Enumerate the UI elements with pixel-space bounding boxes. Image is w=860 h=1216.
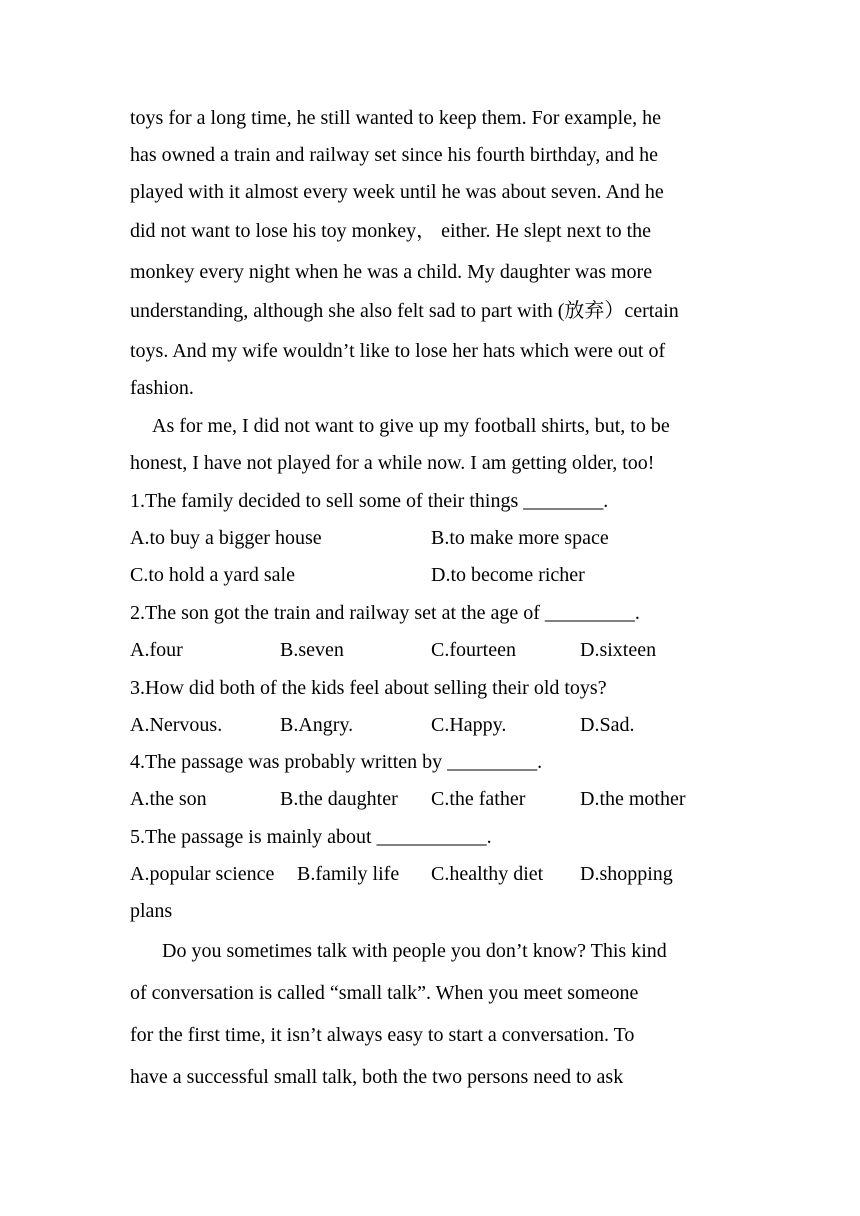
question-stem: 2.The son got the train and railway set at the age of _________. [130,602,640,624]
passage-line: As for me, I did not want to give up my football shirts, but, to be [152,415,670,437]
passage-line: understanding, although she also felt sad to part with (放弃）certain [130,300,679,322]
passage-line: monkey every night when he was a child. My daughter was more [130,261,653,283]
passage-line: honest, I have not played for a while now. I am getting older, too! [130,452,655,474]
passage-line: toys for a long time, he still wanted to keep them. For example, he [130,107,661,129]
answer-option: B.family life [297,863,400,885]
answer-option: D.sixteen [580,639,657,661]
passage-line: Do you sometimes talk with people you don’t know? This kind [162,940,667,962]
answer-option: C.to hold a yard sale [130,564,295,586]
question-stem: 5.The passage is mainly about ___________. [130,826,492,848]
answer-option: D.shopping [580,863,673,885]
answer-option: A.to buy a bigger house [130,527,322,549]
answer-option: A.four [130,639,183,661]
passage-line: have a successful small talk, both the two persons need to ask [130,1066,624,1088]
answer-option: A.popular science [130,863,275,885]
answer-option: C.the father [431,788,526,810]
passage-line: toys. And my wife wouldn’t like to lose her hats which were out of [130,340,666,362]
answer-option-wrap: plans [130,900,173,922]
answer-option: C.Happy. [431,714,507,736]
answer-option: B.seven [280,639,344,661]
answer-option: A.Nervous. [130,714,223,736]
passage-line: did not want to lose his toy monkey， either. He slept next to the [130,220,652,242]
passage-line: for the first time, it isn’t always easy to start a conversation. To [130,1024,635,1046]
answer-option: B.the daughter [280,788,398,810]
answer-option: D.the mother [580,788,686,810]
answer-option: B.to make more space [431,527,609,549]
answer-option: D.Sad. [580,714,635,736]
answer-option: C.fourteen [431,639,516,661]
answer-option: D.to become richer [431,564,585,586]
question-stem: 4.The passage was probably written by _________. [130,751,543,773]
answer-option: B.Angry. [280,714,354,736]
passage-line: of conversation is called “small talk”. When you meet someone [130,982,639,1004]
passage-line: played with it almost every week until he was about seven. And he [130,181,664,203]
answer-option: C.healthy diet [431,863,544,885]
question-stem: 1.The family decided to sell some of their things ________. [130,490,609,512]
question-stem: 3.How did both of the kids feel about selling their old toys? [130,677,607,699]
answer-option: A.the son [130,788,207,810]
passage-line: fashion. [130,377,194,399]
passage-line: has owned a train and railway set since his fourth birthday, and he [130,144,658,166]
